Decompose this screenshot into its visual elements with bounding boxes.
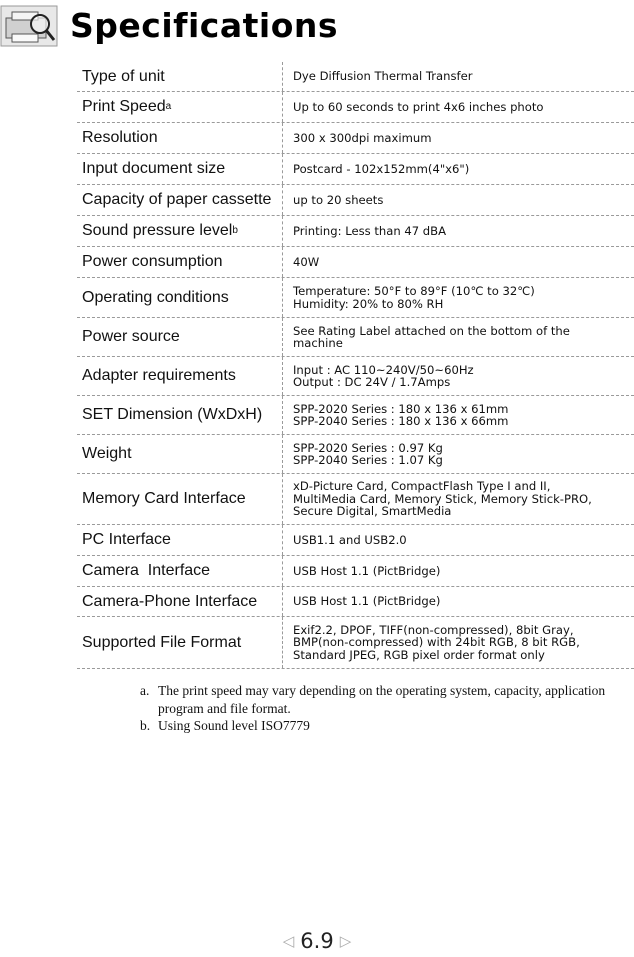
spec-row-type-of-unit [77, 62, 634, 92]
spec-value: SPP-2020 Series : 0.97 Kg SPP-2040 Series : 1.07 Kg [293, 440, 443, 467]
footnote-b [140, 717, 610, 735]
chevron-left-icon: ◁ [282, 932, 295, 950]
spec-value: See Rating Label attached on the bottom of the machine [293, 323, 570, 350]
spec-label: Type of unit [77, 62, 283, 91]
spec-row-set-dimension [77, 396, 634, 435]
spec-row-adapter-requirements [77, 357, 634, 396]
spec-value: Temperature: 50°F to 89°F (10℃ to 32℃) Humidity: 20% to 80% RH [293, 284, 535, 311]
page-title: Specifications [70, 6, 339, 45]
spec-row-resolution [77, 123, 634, 154]
spec-label: Capacity of paper cassette [77, 185, 283, 215]
footnote-marker: a. [140, 683, 150, 698]
spec-label: Weight [77, 435, 283, 473]
spec-label: Supported File Format [77, 617, 283, 668]
spec-value: Dye Diffusion Thermal Transfer [293, 69, 473, 84]
spec-label: Camera-Phone Interface [77, 587, 283, 616]
spec-row-pc-interface [77, 525, 634, 556]
spec-label: Power consumption [77, 247, 283, 277]
spec-label: Camera Interface [77, 556, 283, 586]
spec-row-print-speed [77, 92, 634, 123]
spec-value: USB1.1 and USB2.0 [293, 532, 407, 547]
page-header [0, 0, 634, 52]
page-footer [0, 928, 634, 954]
spec-label: Sound pressure level b [77, 216, 283, 246]
footnotes [140, 682, 610, 735]
spec-row-weight [77, 435, 634, 474]
spec-value: xD-Picture Card, CompactFlash Type I and II, MultiMedia Card, Memory Stick, Memory Stick-PRO, Secure Digital, SmartMedia [293, 479, 592, 519]
spec-value: 300 x 300dpi maximum [293, 130, 432, 145]
spec-value: USB Host 1.1 (PictBridge) [293, 594, 441, 609]
spec-value: Exif2.2, DPOF, TIFF(non-compressed), 8bit Gray, BMP(non-compressed) with 24bit RGB, 8 bit RGB, Standard JPEG, RGB pixel order format only [293, 622, 580, 662]
specifications-table [77, 62, 634, 669]
footnote-text: The print speed may vary depending on the operating system, capacity, application program and file format. [158, 683, 606, 716]
footnote-text: Using Sound level ISO7779 [158, 718, 310, 733]
spec-value: Postcard - 102x152mm(4"x6") [293, 161, 470, 176]
chevron-right-icon: ▷ [339, 932, 352, 950]
spec-value: Printing: Less than 47 dBA [293, 223, 447, 238]
spec-label: Power source [77, 318, 283, 356]
spec-label: Input document size [77, 154, 283, 184]
spec-value: Up to 60 seconds to print 4x6 inches photo [293, 99, 544, 114]
spec-label: Operating conditions [77, 278, 283, 317]
spec-value: SPP-2020 Series : 180 x 136 x 61mm SPP-2040 Series : 180 x 136 x 66mm [293, 401, 509, 428]
spec-row-camera-phone-interface [77, 587, 634, 617]
spec-row-sound-pressure [77, 216, 634, 247]
spec-label: Adapter requirements [77, 357, 283, 395]
spec-row-paper-cassette [77, 185, 634, 216]
spec-value: up to 20 sheets [293, 192, 384, 207]
spec-label: PC Interface [77, 525, 283, 555]
spec-label: Print Speed a [77, 92, 283, 122]
footnote-a [140, 682, 610, 717]
spec-value: USB Host 1.1 (PictBridge) [293, 563, 441, 578]
spec-row-power-consumption [77, 247, 634, 278]
spec-row-input-document-size [77, 154, 634, 185]
spec-value: Input : AC 110~240V/50~60Hz Output : DC 24V / 1.7Amps [293, 362, 474, 389]
spec-row-power-source [77, 318, 634, 357]
spec-label: Resolution [77, 123, 283, 153]
spec-label: Memory Card Interface [77, 474, 283, 524]
printer-magnifier-icon [0, 2, 58, 48]
page-number: 6.9 [300, 929, 334, 953]
spec-row-camera-interface [77, 556, 634, 587]
spec-value: 40W [293, 254, 320, 269]
spec-row-operating-conditions [77, 278, 634, 318]
spec-row-memory-card-interface [77, 474, 634, 525]
spec-row-supported-file-format [77, 617, 634, 669]
spec-label: SET Dimension (WxDxH) [77, 396, 283, 434]
footnote-marker: b. [140, 718, 151, 733]
